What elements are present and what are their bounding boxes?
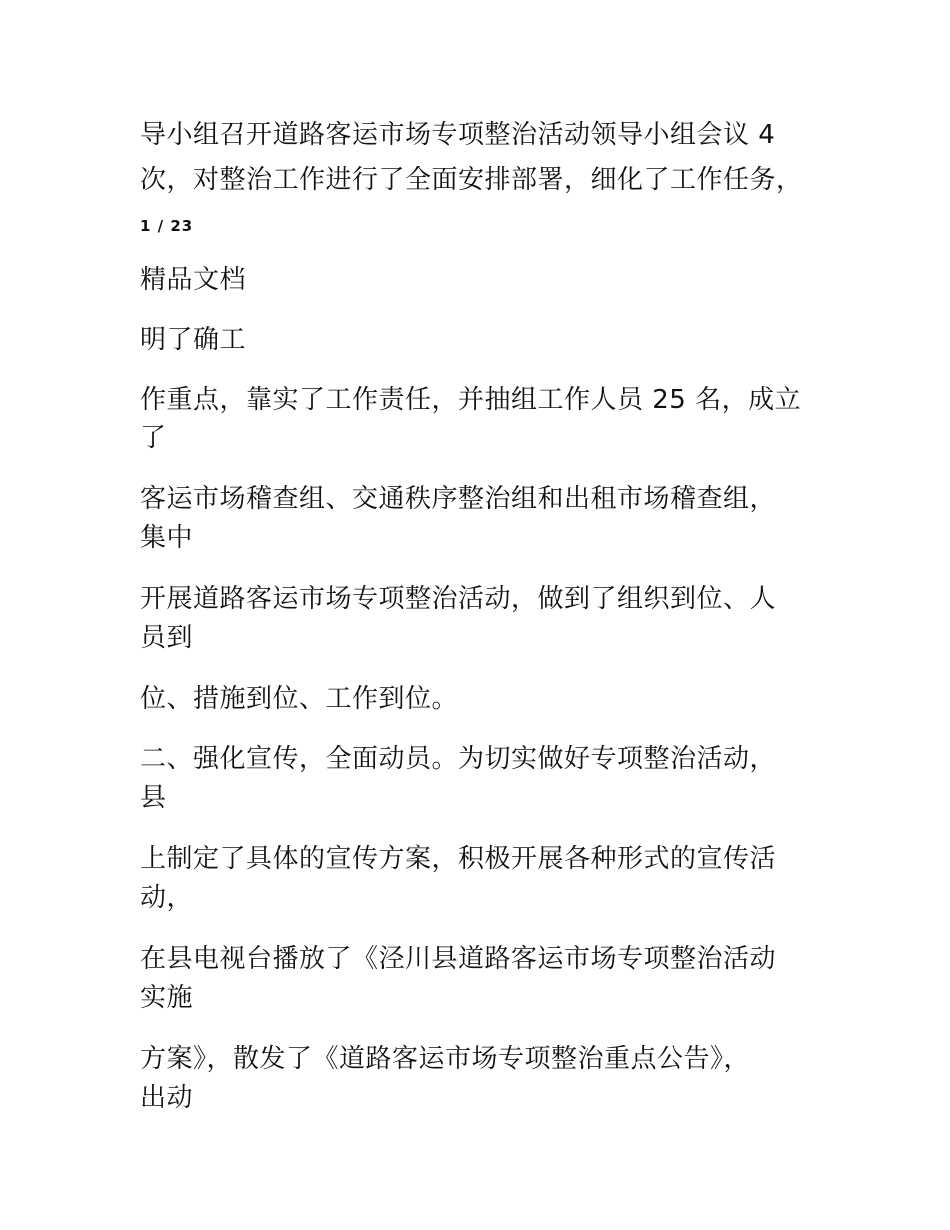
text-line: 位、措施到位、工作到位。 [140, 684, 459, 714]
text-line: 上制定了具体的宣传方案，积极开展各种形式的宣传活 [140, 844, 777, 874]
text-line: 明了确工 [140, 325, 247, 355]
text-line: 方案》，散发了《道路客运市场专项整治重点公告》， [140, 1044, 751, 1074]
page-number: 1 / 23 [140, 217, 194, 235]
text-line: 动， [140, 883, 194, 913]
text-line: 了 [140, 423, 167, 453]
text-line: 县 [140, 783, 167, 813]
text-line: 二、强化宣传，全面动员。为切实做好专项整治活动， [140, 744, 777, 774]
text-line: 客运市场稽查组、交通秩序整治组和出租市场稽查组， [140, 484, 777, 514]
document-header: 精品文档 [140, 265, 247, 295]
text-line: 在县电视台播放了《泾川县道路客运市场专项整治活动 [140, 944, 777, 974]
text-line: 集中 [140, 523, 194, 553]
text-line: 作重点，靠实了工作责任，并抽组工作人员 25 名，成立 [140, 385, 802, 415]
text-line: 出动 [140, 1083, 194, 1113]
text-line: 次，对整治工作进行了全面安排部署，细化了工作任务， [140, 165, 803, 195]
text-line: 开展道路客运市场专项整治活动，做到了组织到位、人 [140, 584, 777, 614]
text-line: 实施 [140, 983, 194, 1013]
text-line: 员到 [140, 623, 194, 653]
text-line: 导小组召开道路客运市场专项整治活动领导小组会议 4 [140, 120, 776, 150]
